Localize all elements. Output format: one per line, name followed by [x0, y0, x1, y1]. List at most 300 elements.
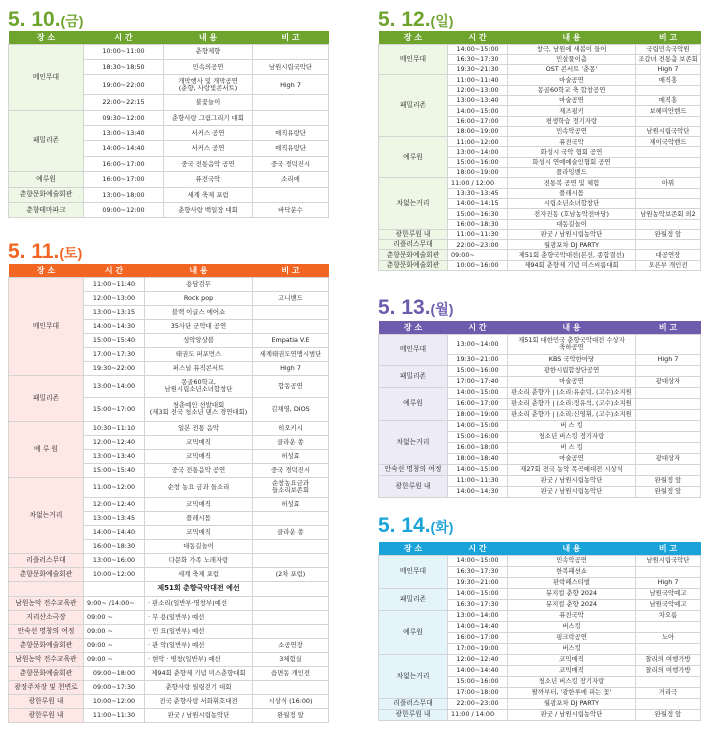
venue-cell: 광한루원 내: [379, 229, 448, 239]
content-cell: 춘향제향: [164, 44, 253, 59]
venue-cell: 리플러스무대: [379, 240, 448, 250]
time-cell: 14:00~14:30: [448, 486, 508, 497]
time-cell: 19:30~21:30: [448, 65, 508, 75]
content-cell: 한복패션쇼: [508, 566, 636, 577]
content-cell: 월광포차 DJ PARTY: [508, 698, 636, 709]
time-cell: 15:00~17:00: [84, 397, 145, 421]
day11-title: [8, 241, 82, 262]
venue-cell: 춘향문화예술회관: [379, 260, 448, 270]
time-cell: 14:00~15:00: [448, 420, 508, 431]
note-cell: [636, 698, 701, 709]
venue-cell: 춘향테마파크: [9, 203, 84, 218]
note-cell: 남원농악보존회 외2: [636, 209, 701, 219]
content-cell: 코믹매직: [508, 654, 636, 665]
time-cell: 13:30~13:45: [448, 188, 508, 198]
content-cell: 광한시립합창단공연: [508, 365, 636, 376]
note-cell: 조갑녀 전통춤 보존회: [636, 54, 701, 64]
note-cell: 남원시립국악단: [253, 59, 329, 74]
content-cell: · 판소리(일반부·명창부)예선: [145, 596, 253, 610]
table-row: [379, 250, 701, 260]
content-cell: 코믹매직: [145, 497, 253, 511]
time-cell: 11:00 / 14:00: [448, 709, 508, 720]
day13-weekday: (월): [430, 301, 454, 317]
table-row: [9, 44, 329, 59]
note-cell: [636, 219, 701, 229]
note-cell: 바닥분수: [253, 203, 329, 218]
content-cell: 플라잉밴드: [508, 168, 636, 178]
time-cell: 13:00~14:00: [84, 375, 145, 397]
venue-cell: 메인무대: [9, 277, 84, 375]
time-cell: 10:00~11:00: [84, 44, 164, 59]
header-content: 내 용: [562, 32, 581, 42]
note-cell: (2차 포럼): [253, 567, 329, 581]
note-cell: 대공연장: [636, 250, 701, 260]
content-cell: 판소리 춘향가 | (소리:정유석, (고수)소지원: [508, 398, 636, 409]
content-cell: 플레시몹: [145, 511, 253, 525]
table-row: [9, 172, 329, 187]
note-cell: 완월정 앞: [253, 708, 329, 722]
table-header-row: [9, 31, 329, 44]
time-cell: 11:00~11:30: [84, 708, 145, 722]
content-cell: 뮤지컬 춘향 2024: [508, 599, 636, 610]
note-cell: [636, 442, 701, 453]
time-cell: 16:30~17:30: [448, 566, 508, 577]
content-cell: 퓨전국악: [508, 610, 636, 621]
time-cell: 12:00~12:40: [84, 497, 145, 511]
venue-cell: 예루원: [379, 610, 448, 654]
time-cell: 15:00~16:00: [448, 157, 508, 167]
header-note: 비 고: [658, 32, 678, 42]
content-cell: 버스킹: [508, 621, 636, 632]
note-cell: [636, 621, 701, 632]
content-cell: 화성시 국악 협회 공연: [508, 147, 636, 157]
time-cell: 18:30~18:50: [84, 59, 164, 74]
content-cell: 35사단 군악대 공연: [145, 319, 253, 333]
venue-cell: 예 루 원: [9, 421, 84, 477]
table-row: [9, 666, 329, 680]
venue-cell: 메인무대: [379, 555, 448, 588]
time-cell: 14:00~14:15: [448, 198, 508, 208]
time-cell: 09:00~: [448, 250, 508, 260]
table-row: [379, 229, 701, 239]
venue-cell: 차없는거리: [379, 420, 448, 464]
content-cell: · 무 용(일반부) 예선: [145, 610, 253, 624]
note-cell: 히오키시: [253, 421, 329, 435]
venue-cell: 안숙선 명창의 여정: [9, 624, 84, 638]
content-cell: 개막행사 및 개막공연 (춘향, 사랑빛콘서트): [164, 75, 253, 95]
note-cell: 보헤미안밴드: [636, 106, 701, 116]
content-cell: 제51회 춘향국악대전 예선: [145, 581, 253, 596]
table-row: [379, 709, 701, 720]
table-row: [379, 698, 701, 709]
note-cell: [636, 420, 701, 431]
note-cell: 오픈부 개인전: [636, 260, 701, 270]
time-cell: 22:00~23:00: [448, 698, 508, 709]
content-cell: 퍼스널 뮤직콘서트: [145, 361, 253, 375]
venue-cell: 패밀리존: [379, 365, 448, 387]
venue-cell: 춘향문화예술회관: [9, 666, 84, 680]
note-cell: 클라운 쏭: [253, 435, 329, 449]
time-cell: 13:00~13:40: [84, 126, 164, 141]
content-cell: Rock pop: [145, 291, 253, 305]
time-cell: 9:00~ /14:00~: [84, 596, 145, 610]
time-cell: 16:00~18:00: [448, 442, 508, 453]
time-cell: 12:00~12:40: [448, 654, 508, 665]
content-cell: 마술공연: [508, 95, 636, 105]
table-row: [9, 624, 329, 638]
time-cell: 14:00~14:40: [448, 665, 508, 676]
venue-cell: 차없는거리: [379, 178, 448, 229]
table-header-row: [379, 31, 701, 44]
note-cell: [636, 85, 701, 95]
venue-cell: 광한루원 내: [9, 694, 84, 708]
day10-title: [8, 9, 83, 30]
content-cell: 춘향사랑 백일장 대회: [164, 203, 253, 218]
day11-date: 5. 11.: [8, 240, 60, 263]
content-cell: · 관 악(일반부) 예선: [145, 638, 253, 652]
venue-cell: 패밀리존: [9, 375, 84, 421]
content-cell: · 현악 · 병창(일반부) 예선: [145, 652, 253, 666]
content-cell: 제94회 춘향제 기념 미스춘향대회: [145, 666, 253, 680]
note-cell: [636, 168, 701, 178]
note-cell: [253, 44, 329, 59]
note-cell: 합동공연: [253, 375, 329, 397]
content-cell: 중국 전통음악 공연: [164, 156, 253, 171]
time-cell: 09:00 ~: [84, 652, 145, 666]
time-cell: 14:00~15:00: [448, 464, 508, 475]
note-cell: High 7: [636, 354, 701, 365]
header-time: 시 간: [468, 32, 487, 42]
time-cell: 15:00~16:30: [448, 209, 508, 219]
note-cell: [636, 240, 701, 250]
note-cell: [253, 596, 329, 610]
content-cell: · 민 요(일반부) 예선: [145, 624, 253, 638]
note-cell: 광대상자: [636, 453, 701, 464]
time-cell: 11:00~11:30: [448, 475, 508, 486]
content-cell: 화성시 연예예술인협회 공연: [508, 157, 636, 167]
content-cell: 판락페스티벌: [508, 577, 636, 588]
time-cell: 16:30~17:30: [448, 54, 508, 64]
note-cell: 소공연장: [253, 638, 329, 652]
table-row: [9, 708, 329, 722]
content-cell: 판굿 / 남원시립농악단: [508, 709, 636, 720]
content-cell: 몽골60학교 축 합창공연: [508, 85, 636, 95]
content-cell: 전국 춘향사랑 서화휘호대전: [145, 694, 253, 708]
table-row: [379, 75, 701, 85]
content-cell: 성악앙상블: [145, 333, 253, 347]
note-cell: [636, 157, 701, 167]
time-cell: 09:00~18:00: [84, 666, 145, 680]
content-cell: 제즈핑키: [508, 106, 636, 116]
content-cell: 민살풀이춤: [508, 54, 636, 64]
note-cell: [253, 581, 329, 596]
content-cell: 용담검무: [145, 277, 253, 291]
content-cell: 핑크락공연: [508, 632, 636, 643]
note-cell: [636, 365, 701, 376]
content-cell: 마술공연: [508, 376, 636, 387]
time-cell: 22:00~22:15: [84, 95, 164, 110]
note-cell: [636, 676, 701, 687]
day11-schedule-table: [8, 264, 329, 723]
time-cell: 11:00~11:40: [84, 277, 145, 291]
venue-cell: 춘향문화예술회관: [9, 638, 84, 652]
time-cell: 09:30~12:00: [84, 110, 164, 125]
header-note: 비 고: [658, 322, 678, 332]
venue-cell: 남원농악 전수교육관: [9, 596, 84, 610]
table-row: [379, 475, 701, 486]
note-cell: 고니밴드: [253, 291, 329, 305]
time-cell: 17:00~17:40: [448, 376, 508, 387]
content-cell: OST 콘서트 '춘몽': [508, 65, 636, 75]
content-cell: 팔까부터, '광한루에 피는 꽃': [508, 687, 636, 698]
time-cell: 18:00~19:00: [448, 409, 508, 420]
time-cell: 14:00~14:40: [84, 141, 164, 156]
table-row: [9, 638, 329, 652]
time-cell: 12:00~12:40: [84, 435, 145, 449]
content-cell: 마술공연: [508, 75, 636, 85]
venue-cell: 광장주차장 및 천변로: [9, 680, 84, 694]
note-cell: [636, 643, 701, 654]
time-cell: 13:00~14:00: [448, 610, 508, 621]
time-cell: 15:00~16:00: [448, 365, 508, 376]
note-cell: 남원시립국악단: [636, 126, 701, 136]
content-cell: 퓨전국악: [508, 137, 636, 147]
venue-cell: 리플러스무대: [379, 698, 448, 709]
content-cell: 버스킹: [508, 643, 636, 654]
time-cell: 12:00~13:00: [448, 85, 508, 95]
content-cell: 퓨전국악: [164, 172, 253, 187]
venue-cell: 춘향문화예술회관: [379, 250, 448, 260]
note-cell: 국립민속국악원: [636, 44, 701, 54]
content-cell: 판소리 춘향가 | (소리:유순덕, (고수)소지원: [508, 387, 636, 398]
content-cell: 춘향사랑 릴링걷기 대회: [145, 680, 253, 694]
time-cell: 11:00~11:40: [448, 75, 508, 85]
content-cell: 일본 전통 음악: [145, 421, 253, 435]
note-cell: 찰리의 여행가방: [636, 654, 701, 665]
venue-cell: 패밀리존: [379, 75, 448, 137]
note-cell: [636, 409, 701, 420]
content-cell: 중국 전통음악 공연: [145, 463, 253, 477]
table-row: [9, 610, 329, 624]
content-cell: 창극, 남원에 새봄이 들어: [508, 44, 636, 54]
note-cell: 완월정 앞: [636, 475, 701, 486]
note-cell: 매직유랑단: [253, 141, 329, 156]
content-cell: 전통복 공연 및 체험: [508, 178, 636, 188]
time-cell: 16:00~17:00: [448, 398, 508, 409]
table-row: [9, 694, 329, 708]
time-cell: 13:00~18:00: [84, 187, 164, 202]
time-cell: 19:30~21:00: [448, 354, 508, 365]
table-row: [379, 420, 701, 431]
header-place: 장 소: [403, 543, 423, 553]
time-cell: 19:00~22:00: [84, 75, 164, 95]
venue-cell: 광한루원 내: [379, 475, 448, 497]
venue-cell: [9, 581, 84, 596]
table-row: [9, 553, 329, 567]
note-cell: [253, 680, 329, 694]
content-cell: 대동길놀이: [508, 219, 636, 229]
note-cell: [636, 147, 701, 157]
table-row: [379, 137, 701, 147]
table-header-row: [9, 264, 329, 277]
day12-schedule-table: [378, 31, 701, 271]
header-place: 장 소: [403, 32, 423, 42]
note-cell: [636, 198, 701, 208]
note-cell: [253, 319, 329, 333]
day10-weekday: (금): [60, 13, 84, 29]
content-cell: 뮤지컬 춘향 2024: [508, 588, 636, 599]
time-cell: 17:00~17:30: [84, 347, 145, 361]
content-cell: 청춘예인 선발대회 (제3회 전국 청소년 댄스 경연대회): [145, 397, 253, 421]
time-cell: 22:00~23:00: [448, 240, 508, 250]
note-cell: [636, 431, 701, 442]
day12-date: 5. 12.: [378, 8, 431, 31]
note-cell: 허성효: [253, 497, 329, 511]
note-cell: 소리애: [253, 172, 329, 187]
venue-cell: 메인무대: [379, 334, 448, 365]
note-cell: 클라운 쏭: [253, 525, 329, 539]
time-cell: 18:00~19:00: [448, 168, 508, 178]
note-cell: High 7: [253, 361, 329, 375]
content-cell: 버 스 킹: [508, 442, 636, 453]
time-cell: 14:00~15:00: [448, 588, 508, 599]
time-cell: 09:00 ~: [84, 610, 145, 624]
time-cell: 14:00~15:00: [448, 387, 508, 398]
time-cell: 13:00~13:15: [84, 305, 145, 319]
time-cell: 11:00~11:30: [448, 229, 508, 239]
content-cell: 제51회 춘향국악대전(본선, 종합결선): [508, 250, 636, 260]
venue-cell: 메인무대: [9, 44, 84, 110]
note-cell: [636, 464, 701, 475]
time-cell: 14:00~15:00: [448, 44, 508, 54]
time-cell: 10:00~12:00: [84, 567, 145, 581]
header-note: 비 고: [281, 265, 300, 275]
note-cell: 남원국악예고: [636, 588, 701, 599]
content-cell: 전자진동 (호남농악전마당): [508, 209, 636, 219]
content-cell: 몽골60학교, 남원시립소년소녀합창단: [145, 375, 253, 397]
note-cell: 완월정 앞: [636, 486, 701, 497]
header-time: 시 간: [104, 265, 124, 275]
content-cell: 마술공연: [508, 453, 636, 464]
header-note: 비 고: [281, 32, 300, 42]
note-cell: 허성효: [253, 449, 329, 463]
venue-cell: 예루원: [379, 387, 448, 420]
content-cell: 월광포차 DJ PARTY: [508, 240, 636, 250]
day11-weekday: (토): [59, 245, 83, 261]
day10-date: 5. 10.: [8, 8, 61, 31]
table-row: [379, 464, 701, 475]
time-cell: 16:00~17:00: [84, 156, 164, 171]
time-cell: 19:30~22:00: [84, 361, 145, 375]
note-cell: 아뮈: [636, 178, 701, 188]
time-cell: 17:00~18:00: [448, 687, 508, 698]
content-cell: 코믹매직: [145, 525, 253, 539]
venue-cell: 차없는거리: [379, 654, 448, 698]
time-cell: 14:00~14:40: [448, 621, 508, 632]
time-cell: 10:00~16:00: [448, 260, 508, 270]
day12-title: [378, 9, 453, 30]
content-cell: 평생학습 정기자랑: [508, 116, 636, 126]
note-cell: 광대상자: [636, 376, 701, 387]
header-place: 장 소: [36, 265, 56, 275]
note-cell: [253, 95, 329, 110]
time-cell: 16:00~17:00: [448, 116, 508, 126]
table-row: [379, 365, 701, 376]
content-cell: 민속악공연: [508, 126, 636, 136]
time-cell: [84, 581, 145, 596]
header-content: 내 용: [198, 32, 218, 42]
table-row: [9, 477, 329, 497]
venue-cell: 패밀리존: [9, 110, 84, 172]
time-cell: 10:00~12:00: [84, 694, 145, 708]
time-cell: 13:00~13:40: [448, 95, 508, 105]
note-cell: 남원국악예고: [636, 599, 701, 610]
note-cell: 중국 경덕진시: [253, 156, 329, 171]
table-row: [9, 581, 329, 596]
note-cell: [636, 116, 701, 126]
time-cell: 10:30~11:10: [84, 421, 145, 435]
content-cell: 청소년 버스킹 정기자랑: [508, 431, 636, 442]
time-cell: 09:00~17:30: [84, 680, 145, 694]
time-cell: 11:00~12:00: [448, 137, 508, 147]
content-cell: 코믹매직: [145, 449, 253, 463]
note-cell: [636, 398, 701, 409]
table-row: [379, 44, 701, 54]
content-cell: 서커스 공연: [164, 141, 253, 156]
venue-cell: 예루원: [9, 172, 84, 187]
note-cell: 매직유랑단: [253, 126, 329, 141]
day13-date: 5. 13.: [378, 296, 431, 319]
venue-cell: 광한루원 내: [379, 709, 448, 720]
time-cell: 14:00~15:00: [448, 555, 508, 566]
note-cell: 노아: [636, 632, 701, 643]
venue-cell: 춘향문화예술회관: [9, 187, 84, 202]
content-cell: 판굿 / 남원시립농악단: [508, 475, 636, 486]
day12-weekday: (일): [430, 13, 454, 29]
note-cell: 남원시립국악단: [636, 555, 701, 566]
table-row: [9, 680, 329, 694]
header-time: 시 간: [468, 543, 487, 553]
venue-cell: 안숙선 명창의 여정: [379, 464, 448, 475]
time-cell: 13:00~14:00: [448, 334, 508, 354]
note-cell: [253, 539, 329, 553]
header-content: 내 용: [562, 543, 581, 553]
venue-cell: 남원농악 전수교육관: [9, 652, 84, 666]
table-row: [9, 652, 329, 666]
content-cell: KBS 국악한마당: [508, 354, 636, 365]
table-row: [9, 277, 329, 291]
content-cell: 세계 축제 포럼: [164, 187, 253, 202]
note-cell: [253, 110, 329, 125]
time-cell: 16:00~17:00: [448, 632, 508, 643]
table-row: [379, 555, 701, 566]
note-cell: [253, 553, 329, 567]
header-place: 장 소: [36, 32, 56, 42]
note-cell: [636, 334, 701, 354]
note-cell: 세계태권도연맹시범단: [253, 347, 329, 361]
venue-cell: 광한루원 내: [9, 708, 84, 722]
time-cell: 12:00~13:00: [84, 291, 145, 305]
note-cell: [253, 624, 329, 638]
time-cell: 16:00~18:30: [448, 219, 508, 229]
venue-cell: 패밀리존: [379, 588, 448, 610]
time-cell: 16:00~18:30: [84, 539, 145, 553]
table-row: [379, 387, 701, 398]
header-content: 내 용: [562, 322, 581, 332]
time-cell: 15:00~16:00: [448, 431, 508, 442]
table-row: [379, 588, 701, 599]
content-cell: 민속의공연: [164, 59, 253, 74]
